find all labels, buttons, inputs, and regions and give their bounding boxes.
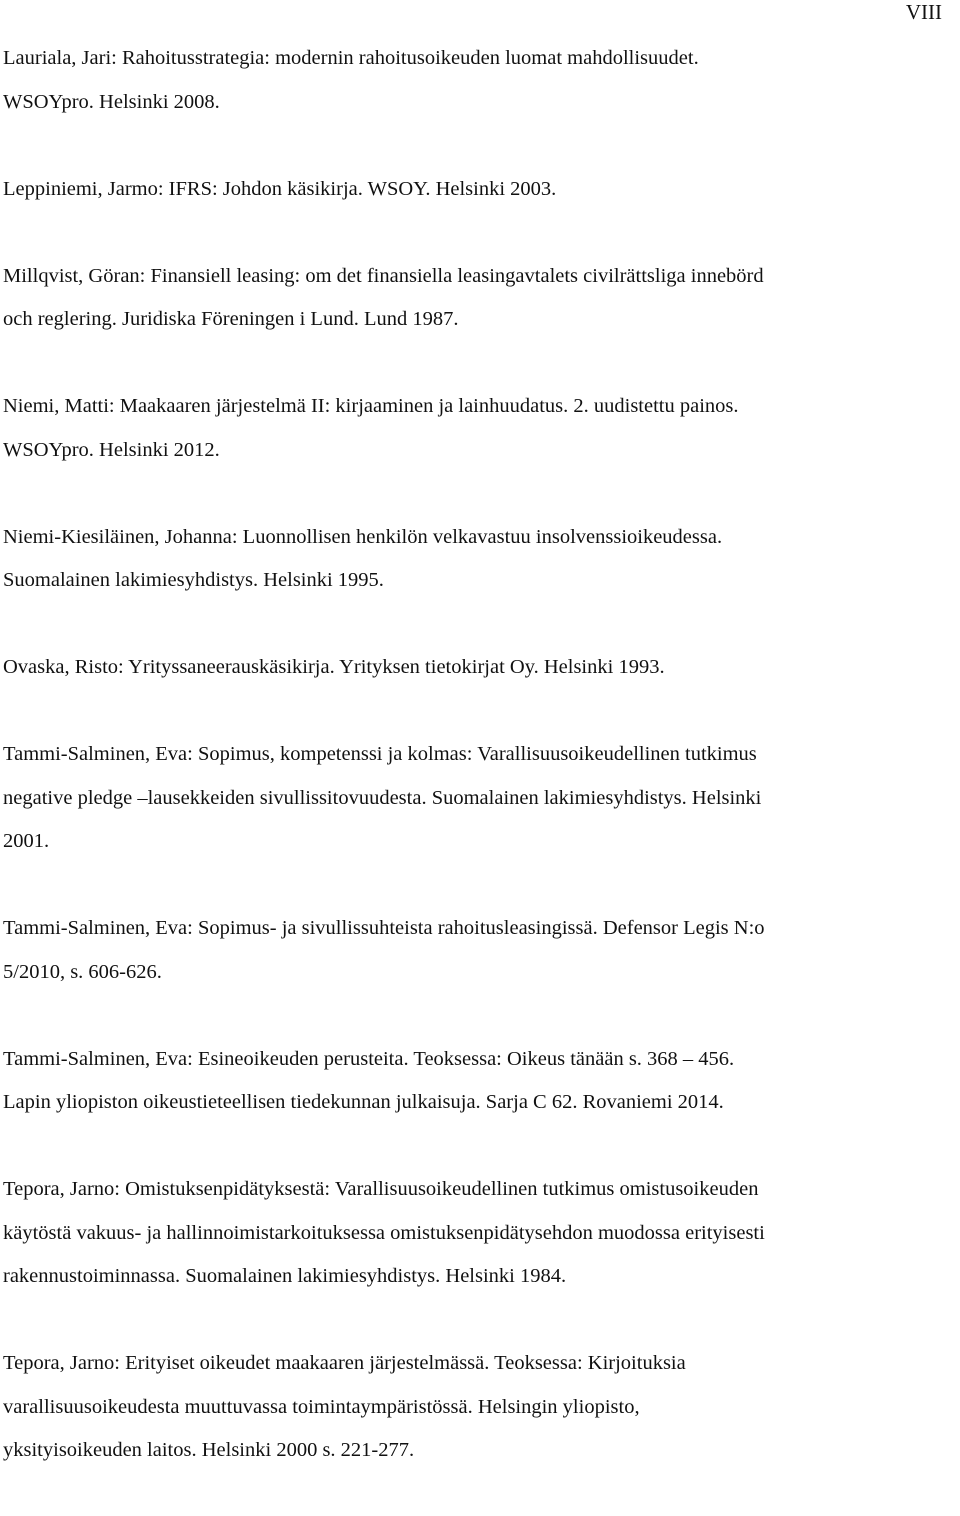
reference-line: Tammi-Salminen, Eva: Sopimus, kompetenssi ja kolmas: Varallisuusoikeudellinen tutkimus bbox=[3, 743, 757, 765]
reference-line: Tepora, Jarno: Erityiset oikeudet maakaaren järjestelmässä. Teoksessa: Kirjoituksia bbox=[3, 1352, 686, 1374]
reference-list bbox=[3, 37, 953, 1516]
reference-entry bbox=[3, 646, 953, 690]
page-number: VIII bbox=[905, 0, 942, 24]
reference-line: 2001. bbox=[3, 830, 50, 852]
reference-line: rakennustoiminnassa. Suomalainen lakimiesyhdistys. Helsinki 1984. bbox=[3, 1265, 567, 1287]
reference-line: WSOYpro. Helsinki 2008. bbox=[3, 90, 220, 113]
reference-line: Millqvist, Göran: Finansiell leasing: om det finansiella leasingavtalets civilrättsliga innebörd bbox=[3, 264, 764, 287]
reference-line: Tammi-Salminen, Eva: Sopimus- ja sivullissuhteista rahoitusleasingissä. Defensor Legis N:o bbox=[3, 917, 765, 939]
reference-line: Lapin yliopiston oikeustieteellisen tiedekunnan julkaisuja. Sarja C 62. Rovaniemi 2014. bbox=[3, 1091, 724, 1113]
reference-entry bbox=[3, 255, 953, 342]
reference-entry bbox=[3, 516, 953, 603]
reference-line: Lauriala, Jari: Rahoitusstrategia: modernin rahoitusoikeuden luomat mahdollisuudet. bbox=[3, 47, 699, 69]
reference-line: negative pledge –lausekkeiden sivullissitovuudesta. Suomalainen lakimiesyhdistys. Helsinki bbox=[3, 786, 762, 809]
reference-entry bbox=[3, 37, 953, 124]
reference-line: Suomalainen lakimiesyhdistys. Helsinki 1995. bbox=[3, 569, 384, 591]
reference-entry bbox=[3, 733, 953, 864]
reference-line: och reglering. Juridiska Föreningen i Lund. Lund 1987. bbox=[3, 308, 459, 330]
reference-entry bbox=[3, 907, 953, 994]
reference-line: Niemi-Kiesiläinen, Johanna: Luonnollisen henkilön velkavastuu insolvenssioikeudessa. bbox=[3, 525, 723, 548]
reference-line: 5/2010, s. 606-626. bbox=[3, 960, 162, 983]
reference-entry bbox=[3, 1038, 953, 1125]
reference-line: Tepora, Jarno: Omistuksenpidätyksestä: Varallisuusoikeudellinen tutkimus omistusoikeuden bbox=[3, 1178, 759, 1200]
reference-entry bbox=[3, 168, 953, 212]
reference-entry bbox=[3, 1168, 953, 1299]
reference-line: Leppiniemi, Jarmo: IFRS: Johdon käsikirja. WSOY. Helsinki 2003. bbox=[3, 177, 557, 200]
reference-line: Niemi, Matti: Maakaaren järjestelmä II: kirjaaminen ja lainhuudatus. 2. uudistettu painos. bbox=[3, 395, 739, 417]
reference-line: Tammi-Salminen, Eva: Esineoikeuden perusteita. Teoksessa: Oikeus tänään s. 368 – 456. bbox=[3, 1047, 735, 1070]
reference-line: käytöstä vakuus- ja hallinnoimistarkoituksessa omistuksenpidätysehdon muodossa erityisesti bbox=[3, 1221, 765, 1244]
reference-line: varallisuusoikeudesta muuttuvassa toimintaympäristössä. Helsingin yliopisto, bbox=[3, 1395, 640, 1418]
reference-line: yksityisoikeuden laitos. Helsinki 2000 s. 221-277. bbox=[3, 1439, 415, 1461]
reference-entry bbox=[3, 1342, 953, 1473]
reference-line: WSOYpro. Helsinki 2012. bbox=[3, 438, 220, 461]
reference-line: Ovaska, Risto: Yrityssaneerauskäsikirja. Yrityksen tietokirjat Oy. Helsinki 1993. bbox=[3, 656, 665, 678]
reference-entry bbox=[3, 385, 953, 472]
